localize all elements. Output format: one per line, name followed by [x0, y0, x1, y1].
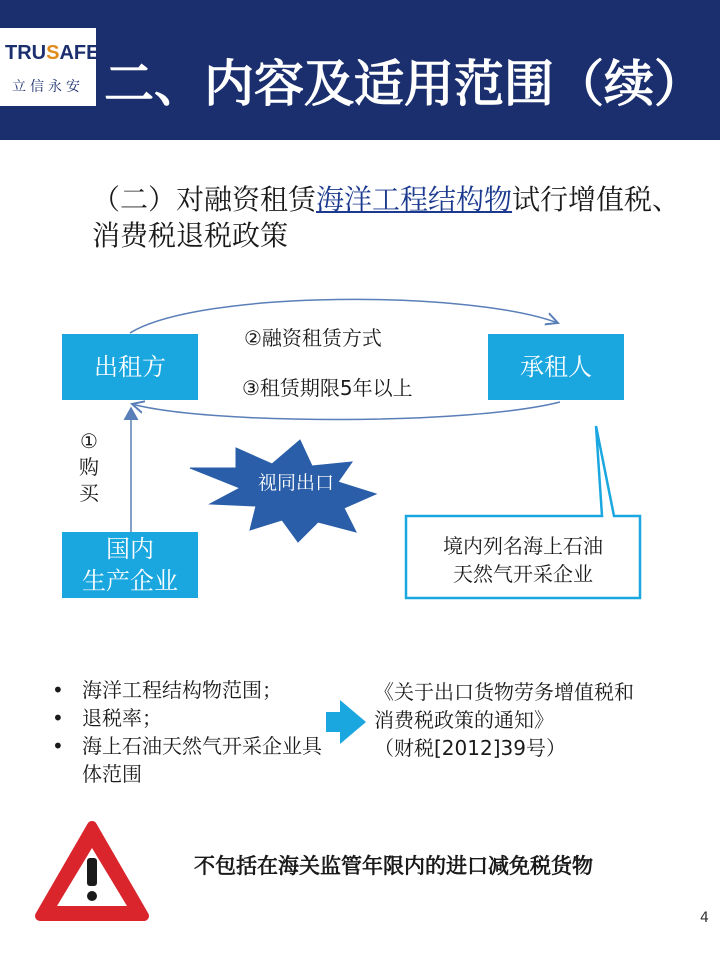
list-item: • 退税率；	[52, 704, 326, 732]
burst-label: 视同出口	[258, 472, 335, 494]
callout-text: 境内列名海上石油 天然气开采企业	[443, 534, 603, 586]
lease-arrow-bottom	[132, 402, 560, 420]
lessor-box: 出租方	[62, 334, 198, 400]
step1-label: ① 购 买	[79, 429, 99, 505]
step3-label: ③租赁期限5年以上	[242, 376, 413, 400]
producer-line2: 生产企业	[82, 567, 178, 595]
logo-wordmark: TRUSAFE	[5, 42, 100, 64]
subtitle-highlight: 海洋工程结构物	[316, 183, 513, 216]
lessee-box: 承租人	[488, 334, 624, 400]
subtitle-prefix: （二）对融资租赁	[92, 183, 317, 216]
step2-label: ②融资租赁方式	[244, 326, 382, 350]
subtitle-suffix: 试行增值税、消费税退税政策	[92, 183, 681, 252]
warning-text: 不包括在海关监管年限内的进口减免税货物	[194, 854, 593, 878]
policy-reference: 《关于出口货物劳务增值税和 消费税政策的通知》 （财税[2012]39号）	[374, 680, 634, 760]
producer-box	[62, 532, 198, 598]
list-item: • 海洋工程结构物范围；	[52, 676, 326, 704]
bullet-arrow-icon	[326, 700, 366, 744]
list-item: • 海上石油天然气开采企业具体范围	[52, 732, 326, 788]
logo-chinese: 立信永安	[12, 79, 84, 95]
page-title: 二、内容及适用范围（续）	[104, 55, 704, 113]
bullet-list	[52, 676, 326, 788]
producer-line1: 国内	[106, 535, 154, 563]
warning-triangle-icon	[40, 826, 144, 916]
page-number: 4	[700, 910, 709, 926]
